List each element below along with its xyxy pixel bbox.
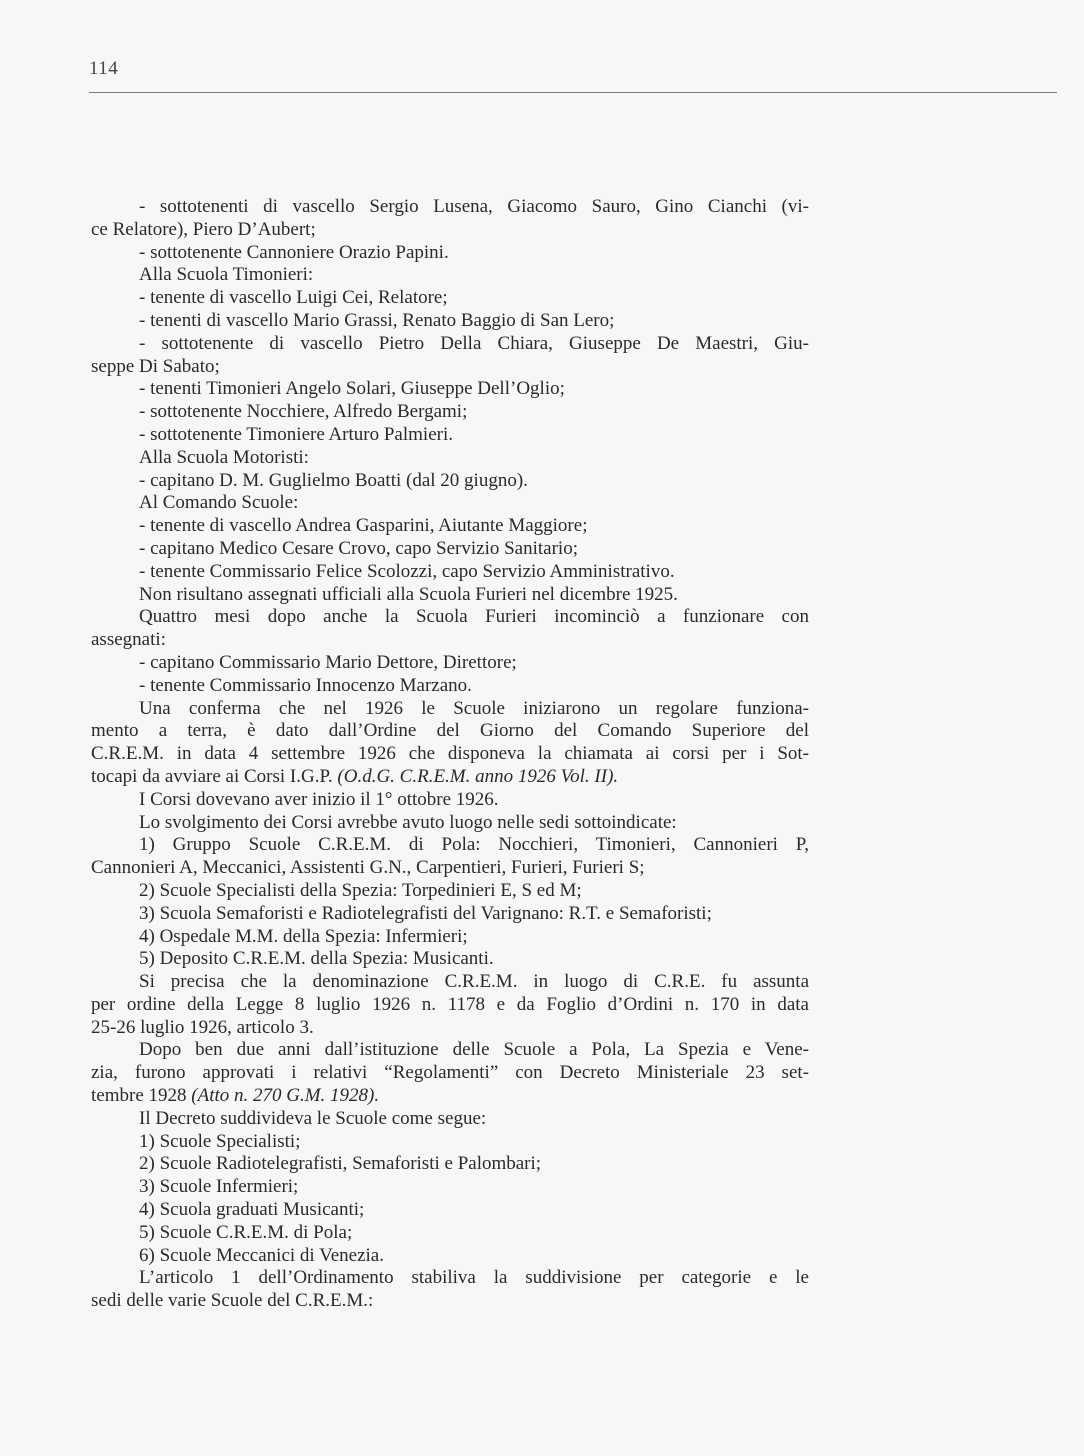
text-line-content: assegnati: bbox=[91, 629, 166, 651]
text-line bbox=[91, 561, 809, 584]
text-line bbox=[91, 880, 809, 903]
text-line bbox=[91, 971, 809, 994]
text-line bbox=[91, 356, 809, 379]
text-line bbox=[91, 378, 809, 401]
text-line bbox=[91, 264, 809, 287]
text-line-content: per ordine della Legge 8 luglio 1926 n. 1178 e da Foglio d’Ordini n. 170 in data bbox=[91, 993, 809, 1015]
text-line bbox=[91, 584, 809, 607]
text-line-content: 1) Scuole Specialisti; bbox=[139, 1130, 301, 1152]
text-line bbox=[91, 1017, 809, 1040]
text-line-content: - tenenti Timonieri Angelo Solari, Giuseppe Dell’Oglio; bbox=[139, 378, 565, 400]
text-line bbox=[91, 492, 809, 515]
text-line-content: - sottotenente Nocchiere, Alfredo Bergami; bbox=[139, 401, 468, 423]
text-line bbox=[91, 789, 809, 812]
text-line bbox=[91, 1108, 809, 1131]
text-line-content: Cannonieri A, Meccanici, Assistenti G.N., Carpentieri, Furieri, Furieri S; bbox=[91, 857, 645, 879]
text-line-content: - tenente di vascello Luigi Cei, Relatore; bbox=[139, 287, 448, 309]
text-line bbox=[91, 424, 809, 447]
text-line bbox=[91, 834, 809, 857]
text-line-content: sedi delle varie Scuole del C.R.E.M.: bbox=[91, 1290, 374, 1312]
text-line bbox=[91, 1085, 809, 1108]
text-line bbox=[91, 698, 809, 721]
text-line-content: zia, furono approvati i relativi “Regolamenti” con Decreto Ministeriale 23 set- bbox=[91, 1062, 809, 1084]
text-line-content: Una conferma che nel 1926 le Scuole iniziarono un regolare funziona- bbox=[139, 697, 809, 719]
header-rule bbox=[89, 92, 1057, 93]
text-line-content: 3) Scuola Semaforisti e Radiotelegrafisti del Varignano: R.T. e Semaforisti; bbox=[139, 902, 712, 924]
text-line-content: Alla Scuola Timonieri: bbox=[139, 264, 314, 286]
text-line bbox=[91, 1039, 809, 1062]
text-line-content: Al Comando Scuole: bbox=[139, 492, 299, 514]
text-line-content: 6) Scuole Meccanici di Venezia. bbox=[139, 1244, 384, 1266]
citation: (Atto n. 270 G.M. 1928). bbox=[191, 1085, 380, 1107]
text-line bbox=[91, 743, 809, 766]
text-line-content: tembre 1928 bbox=[91, 1085, 192, 1107]
text-line-content: Non risultano assegnati ufficiali alla Scuola Furieri nel dicembre 1925. bbox=[139, 583, 678, 605]
text-line-content: - sottotenente Timoniere Arturo Palmieri. bbox=[139, 423, 453, 445]
text-line-content: 4) Scuola graduati Musicanti; bbox=[139, 1199, 365, 1221]
text-line-content: 1) Gruppo Scuole C.R.E.M. di Pola: Nocchieri, Timonieri, Cannonieri P, bbox=[139, 834, 809, 856]
text-line bbox=[91, 948, 809, 971]
text-line bbox=[91, 310, 809, 333]
text-line bbox=[91, 1153, 809, 1176]
text-line bbox=[91, 1290, 809, 1313]
text-line-content: - sottotenente Cannoniere Orazio Papini. bbox=[139, 241, 449, 263]
text-line bbox=[91, 470, 809, 493]
text-line bbox=[91, 333, 809, 356]
text-line-content: 2) Scuole Specialisti della Spezia: Torpedinieri E, S ed M; bbox=[139, 879, 582, 901]
text-line bbox=[91, 538, 809, 561]
text-line-content: - capitano D. M. Guglielmo Boatti (dal 20 giugno). bbox=[139, 469, 528, 491]
text-line-content: - capitano Commissario Mario Dettore, Direttore; bbox=[139, 651, 517, 673]
text-line bbox=[91, 1267, 809, 1290]
text-line bbox=[91, 1131, 809, 1154]
text-line-content: C.R.E.M. in data 4 settembre 1926 che disponeva la chiamata ai corsi per i Sot- bbox=[91, 743, 809, 765]
text-line bbox=[91, 1245, 809, 1268]
text-line-content: 4) Ospedale M.M. della Spezia: Infermieri; bbox=[139, 925, 468, 947]
text-line-content: - capitano Medico Cesare Crovo, capo Servizio Sanitario; bbox=[139, 537, 578, 559]
text-line bbox=[91, 219, 809, 242]
body-text bbox=[91, 196, 809, 1313]
text-line-content: 3) Scuole Infermieri; bbox=[139, 1176, 299, 1198]
text-line-content: Lo svolgimento dei Corsi avrebbe avuto luogo nelle sedi sottoindicate: bbox=[139, 811, 677, 833]
text-line bbox=[91, 675, 809, 698]
text-line bbox=[91, 515, 809, 538]
text-line bbox=[91, 994, 809, 1017]
text-line bbox=[91, 401, 809, 424]
text-line bbox=[91, 1222, 809, 1245]
text-line-content: Il Decreto suddivideva le Scuole come segue: bbox=[139, 1107, 487, 1129]
text-line-content: Quattro mesi dopo anche la Scuola Furieri incominciò a funzionare con bbox=[139, 606, 809, 628]
text-line bbox=[91, 926, 809, 949]
text-line bbox=[91, 812, 809, 835]
text-line-content: tocapi da avviare ai Corsi I.G.P. bbox=[91, 765, 338, 787]
page-number: 114 bbox=[89, 58, 119, 79]
text-line bbox=[91, 903, 809, 926]
text-line-content: I Corsi dovevano aver inizio il 1° ottobre 1926. bbox=[139, 788, 499, 810]
text-line bbox=[91, 196, 809, 219]
text-line-content: Alla Scuola Motoristi: bbox=[139, 446, 309, 468]
text-line-content: mento a terra, è dato dall’Ordine del Giorno del Comando Superiore del bbox=[91, 720, 809, 742]
text-line-content: - sottotenenti di vascello Sergio Lusena, Giacomo Sauro, Gino Cianchi (vi- bbox=[139, 196, 809, 217]
text-line bbox=[91, 447, 809, 470]
text-line-content: - tenente di vascello Andrea Gasparini, Aiutante Maggiore; bbox=[139, 515, 588, 537]
text-line-content: 25-26 luglio 1926, articolo 3. bbox=[91, 1016, 314, 1038]
text-line bbox=[91, 242, 809, 265]
text-line-content: 5) Deposito C.R.E.M. della Spezia: Musicanti. bbox=[139, 948, 494, 970]
text-line bbox=[91, 766, 809, 789]
text-line-content: 5) Scuole C.R.E.M. di Pola; bbox=[139, 1221, 353, 1243]
text-line-content: - tenente Commissario Innocenzo Marzano. bbox=[139, 674, 472, 696]
text-line bbox=[91, 606, 809, 629]
text-line bbox=[91, 857, 809, 880]
text-line bbox=[91, 629, 809, 652]
text-line-content: - tenente Commissario Felice Scolozzi, capo Servizio Amministrativo. bbox=[139, 560, 675, 582]
text-line bbox=[91, 1199, 809, 1222]
text-line-content: Si precisa che la denominazione C.R.E.M. in luogo di C.R.E. fu assunta bbox=[139, 971, 809, 993]
text-line bbox=[91, 652, 809, 675]
text-line bbox=[91, 720, 809, 743]
text-line-content: ce Relatore), Piero D’Aubert; bbox=[91, 218, 316, 240]
text-line bbox=[91, 287, 809, 310]
text-line-content: L’articolo 1 dell’Ordinamento stabiliva la suddivisione per categorie e le bbox=[139, 1267, 809, 1289]
text-line-content: seppe Di Sabato; bbox=[91, 355, 220, 377]
text-line-content: 2) Scuole Radiotelegrafisti, Semaforisti e Palombari; bbox=[139, 1153, 542, 1175]
text-line-content: - sottotenente di vascello Pietro Della Chiara, Giuseppe De Maestri, Giu- bbox=[139, 332, 809, 354]
text-line bbox=[91, 1176, 809, 1199]
text-line-content: - tenenti di vascello Mario Grassi, Renato Baggio di San Lero; bbox=[139, 309, 615, 331]
text-line bbox=[91, 1062, 809, 1085]
citation: (O.d.G. C.R.E.M. anno 1926 Vol. II). bbox=[337, 765, 619, 787]
text-line-content: Dopo ben due anni dall’istituzione delle Scuole a Pola, La Spezia e Vene- bbox=[139, 1039, 809, 1061]
